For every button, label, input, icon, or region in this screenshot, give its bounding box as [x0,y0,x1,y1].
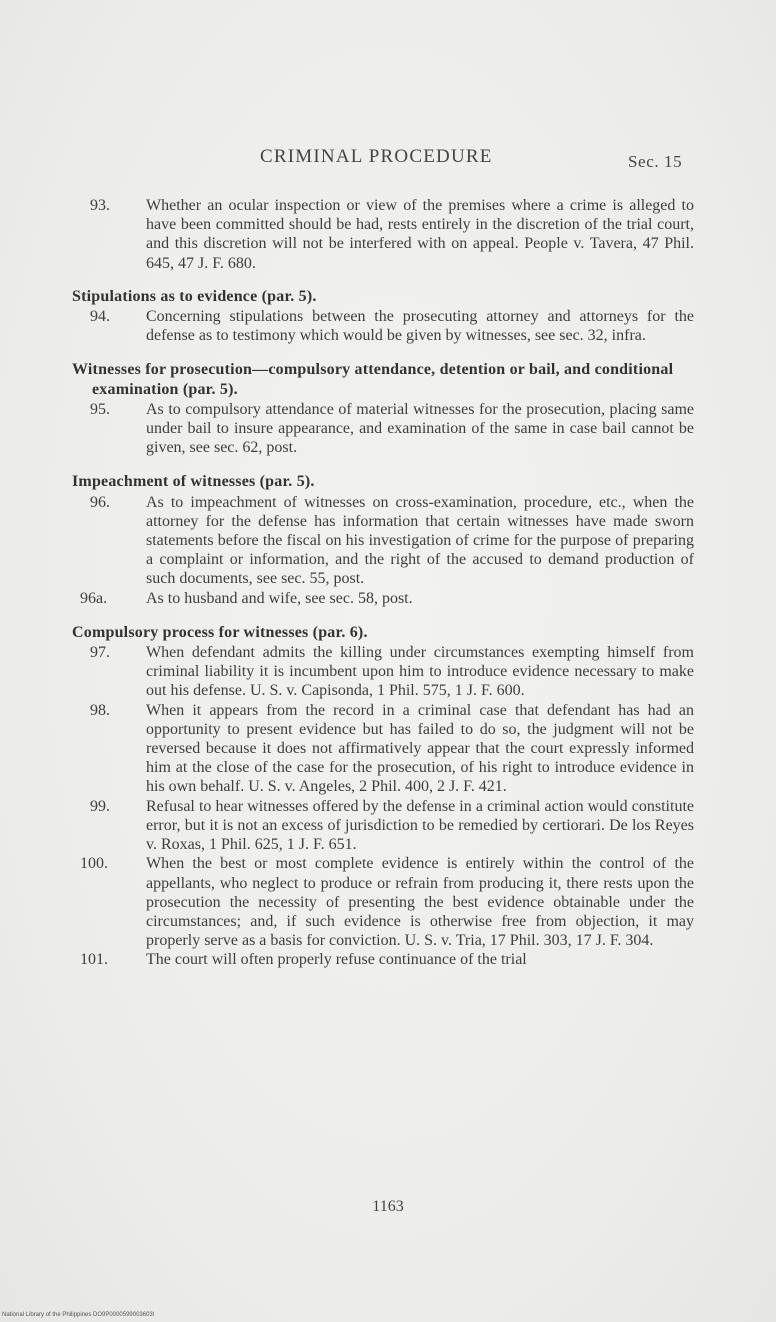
paragraph-text: As to compulsory attendance of material witnesses for the prosecution, placing same under bail to insure appearance, and examination of the same in case bail cannot be given, see sec. 62, post. [146,400,694,457]
paragraph-text: Whether an ocular inspection or view of the premises where a crime is alleged to have been committed should be had, rests entirely in the discretion of the trial court, and this discretion will not be interfered with on appeal. People v. Tavera, 47 Phil. 645, 47 J. F. 680. [146,197,694,272]
running-header [0,146,776,176]
document-body [72,196,694,970]
paragraph-text: As to impeachment of witnesses on cross-examination, procedure, etc., when the attorney for the defense has information that certain witnesses have made sworn statements before the fiscal on his investigation of crime for the purpose of preparing a complaint or information, and the right of the accused to demand production of such documents, see sec. 55, post. [146,493,694,588]
paragraph-number: 96. [90,493,110,511]
paragraph-number: 98. [90,701,110,719]
annotation-paragraph [72,493,694,589]
paragraph-number: 96a. [80,589,108,607]
annotation-paragraph [72,701,694,797]
library-watermark: National Library of the Philippines DO9P0000599003603I [2,1312,155,1318]
paragraph-text: As to husband and wife, see sec. 58, post. [146,589,413,607]
paragraph-text: When the best or most complete evidence is entirely within the control of the appellants, who neglect to produce or refrain from producing it, there rests upon the prosecution the necessity of presenting the best evidence obtainable under the circumstances; and, if such evidence is otherwise free from objection, it may properly serve as a basis for conviction. U. S. v. Tria, 17 Phil. 303, 17 J. F. 304. [146,855,694,950]
section-heading: Stipulations as to evidence (par. 5). [72,287,317,305]
paragraph-number: 95. [90,400,110,418]
header-section: Sec. 15 [628,152,683,171]
annotation-paragraph [72,589,694,608]
paragraph-text: When defendant admits the killing under circumstances exempting himself from criminal liability it is incumbent upon him to introduce evidence necessary to make out his defense. U. S. v. Capisonda, 1 Phil. 575, 1 J. F. 600. [146,644,694,700]
annotation-paragraph [72,643,694,701]
annotation-paragraph [72,854,694,950]
annotation-paragraph [72,950,694,969]
section-heading: Impeachment of witnesses (par. 5). [72,473,315,491]
page-number: 1163 [372,1198,404,1215]
section-heading: Witnesses for prosecution—compulsory attendance, detention or bail, and conditional examination (par. 5). [72,361,674,398]
paragraph-number: 94. [90,308,110,326]
paragraph-text: Refusal to hear witnesses offered by the defense in a criminal action would constitute error, but it is not an excess of jurisdiction to be remedied by certiorari. De los Reyes v. Roxas, 1 Phil. 625, 1 J. F. 651. [146,797,694,854]
paragraph-text: Concerning stipulations between the prosecuting attorney and attorneys for the defense as to testimony which would be given by witnesses, see sec. 32, infra. [146,308,694,345]
header-title: CRIMINAL PROCEDURE [260,146,493,167]
annotation-paragraph [72,196,694,273]
paragraph-number: 93. [90,197,110,214]
annotation-paragraph [72,400,694,458]
paragraph-number: 100. [80,855,108,873]
annotation-paragraph [72,307,694,345]
paragraph-number: 97. [90,644,110,662]
annotation-paragraph [72,797,694,855]
paragraph-number: 101. [80,951,108,969]
section-heading: Compulsory process for witnesses (par. 6). [72,623,368,641]
paragraph-text: The court will often properly refuse continuance of the trial [146,951,527,969]
paragraph-number: 99. [90,797,110,815]
paragraph-text: When it appears from the record in a criminal case that defendant has had an opportunity to present evidence but has failed to do so, the judgment will not be reversed because it does not affirmatively appear that the court expressly informed him at the close of the case for the prosecution, of his right to introduce evidence in his own behalf. U. S. v. Angeles, 2 Phil. 400, 2 J. F. 421. [146,701,694,796]
